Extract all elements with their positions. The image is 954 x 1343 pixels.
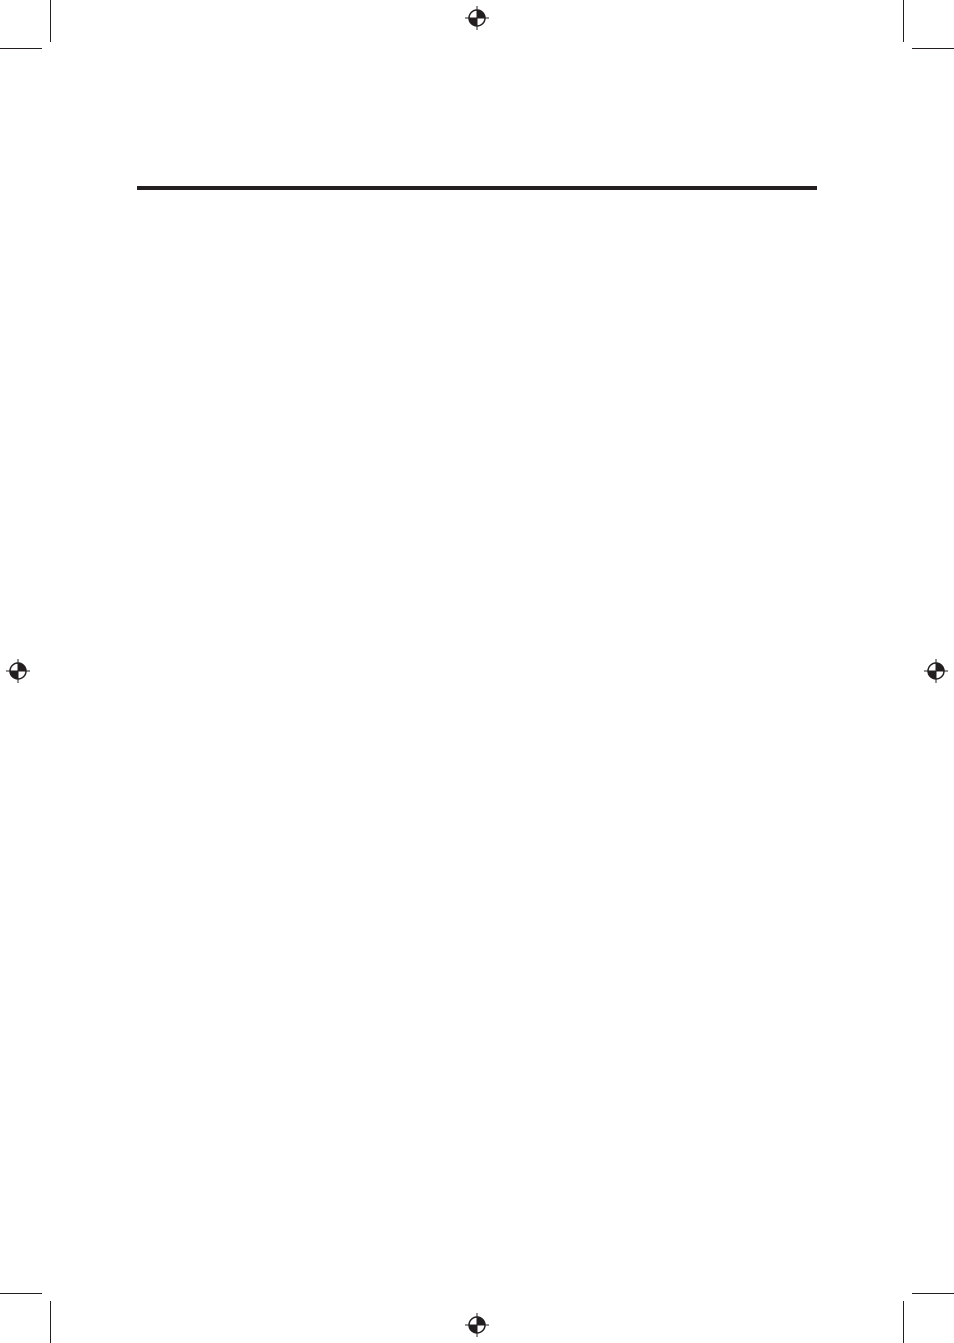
crop-mark bbox=[0, 1293, 42, 1294]
registration-mark-icon bbox=[465, 1313, 489, 1337]
crop-mark bbox=[912, 48, 954, 49]
registration-mark-icon bbox=[465, 6, 489, 30]
section-title bbox=[137, 180, 817, 190]
crop-mark bbox=[0, 48, 42, 49]
registration-mark-icon bbox=[6, 659, 30, 683]
page-content bbox=[137, 132, 817, 212]
crop-mark bbox=[903, 1301, 904, 1343]
crop-mark bbox=[903, 0, 904, 42]
registration-mark-icon bbox=[924, 659, 948, 683]
crop-mark bbox=[50, 0, 51, 42]
crop-mark bbox=[912, 1293, 954, 1294]
crop-mark bbox=[50, 1301, 51, 1343]
